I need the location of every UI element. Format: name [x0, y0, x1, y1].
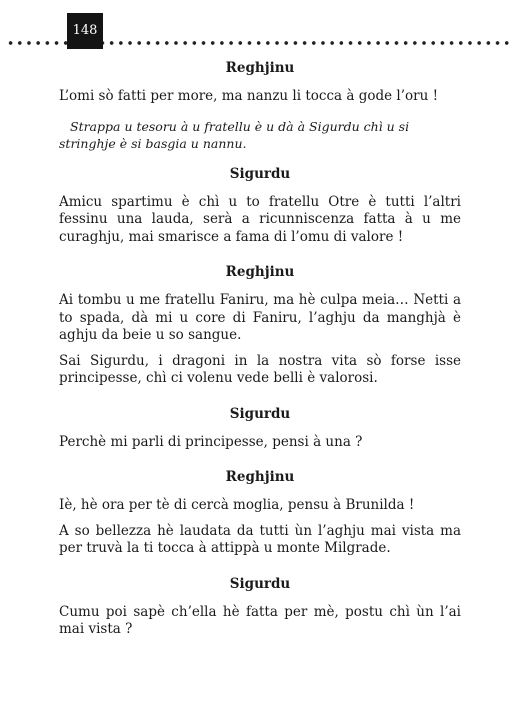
speaker-name: Sigurdu — [229, 405, 291, 422]
speaker-name: Reghjinu — [225, 469, 295, 485]
dialogue-line: L’omi sò fatti per more, ma nanzu li tocca à gode l’oru ! — [59, 88, 438, 104]
dialogue-body — [59, 58, 461, 639]
page-header — [0, 0, 517, 60]
dialogue-line: Cumu poi sapè ch’ella hè fatta per mè, postu chì ùn l’ai mai vista ? — [59, 603, 461, 637]
dialogue-line: A so bellezza hè laudata da tutti ùn l’aghju mai vista ma per truvà la ti tocca à attippà u monte Milgrade. — [59, 522, 461, 556]
stage-direction: Strappa u tesoru à u fratellu è u dà à Sigurdu chì u si stringhje è si basgia u nannu. — [59, 118, 410, 151]
dialogue-line: Ai tombu u me fratellu Faniru, ma hè culpa meia… Netti a to spada, dà mi u core di Faniru, l’aghju da manghjà è aghju da beie u so sangue. — [59, 292, 461, 343]
speaker-name: Reghjinu — [225, 60, 295, 76]
speaker-name: Sigurdu — [229, 575, 291, 592]
dialogue-line: Iè, hè ora per tè di cercà moglia, pensu à Brunilda ! — [59, 497, 415, 513]
dialogue-line: Amicu spartimu è chì u to fratellu Otre è tutti l’altri fessinu una lauda, serà a ricunniscenza fatta à u me curaghju, mai smarisce a fama di l’omu di valore ! — [59, 193, 461, 245]
speaker-name: Sigurdu — [229, 165, 291, 182]
page-number: 148 — [67, 13, 103, 49]
dialogue-line: Sai Sigurdu, i dragoni in la nostra vita sò forse isse principesse, chì ci volenu vede belli è valorosi. — [59, 352, 461, 386]
dialogue-line: Perchè mi parli di principesse, pensi à una ? — [59, 433, 363, 450]
speaker-name: Reghjinu — [225, 264, 295, 280]
